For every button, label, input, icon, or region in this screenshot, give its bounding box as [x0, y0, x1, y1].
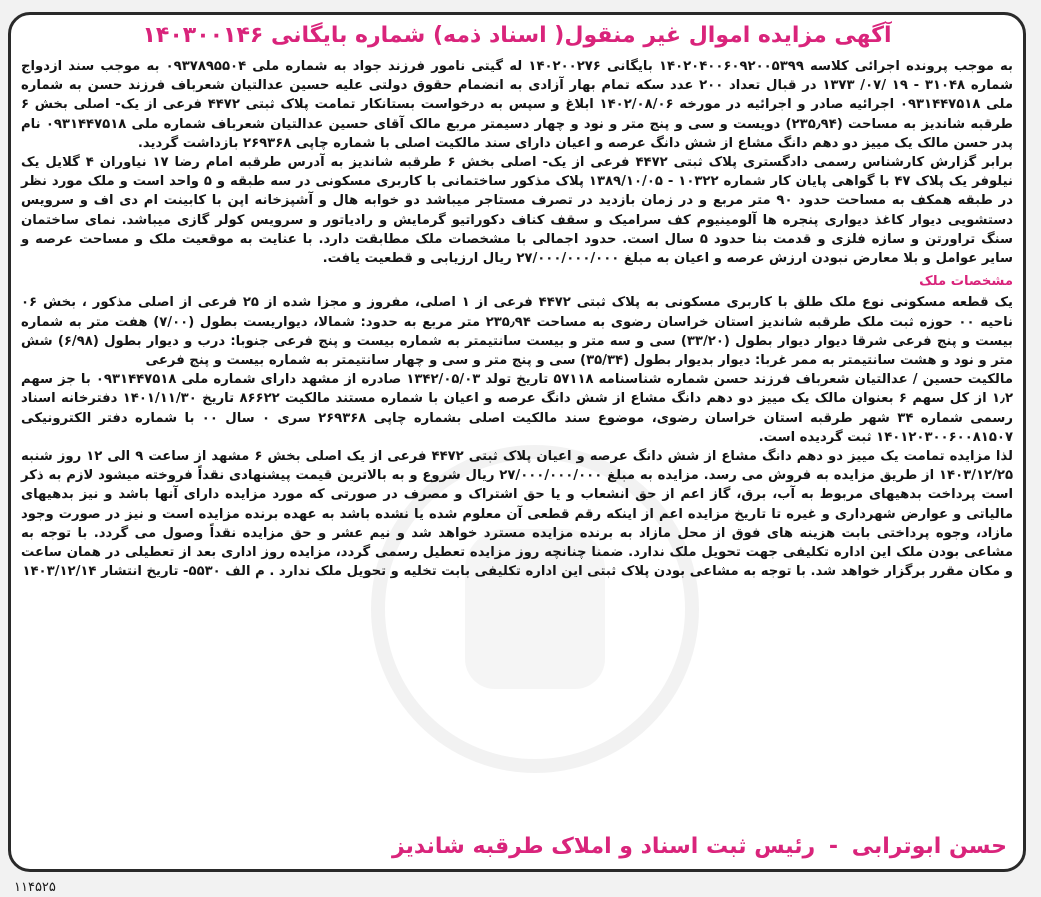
- section-heading: مشخصات ملک: [919, 274, 1013, 290]
- paragraph-ownership: مالکیت حسین / عدالتیان شعرباف فرزند حسن شماره شناسنامه ۵۷۱۱۸ تاریخ تولد ۱۳۴۲/۰۵/۰۳ صادره از مشهد دارای شماره ملی ۰۹۳۱۴۴۷۵۱۸ با جز سهم ۱٫۲ از کل سهم ۶ بعنوان مالک یک مییز دو دهم دانگ مشاع از شش دانگ عرصه و اعیان با شماره مستند مالکیت ۸۶۶۲۲ تاریخ ۱۴۰۱/۱۱/۳۰ دفترخانه اسناد رسمی شماره ۳۴ شهر طرقبه استان خراسان رضوی، موضوع سند مالکیت اصلی بشماره چاپی ۲۶۹۳۶۸ سری ۰ سال ۰۰ با شماره دفتر الکترونیکی ۱۴۰۱۲۰۳۰۰۶۰۰۸۱۵۰۷ ثبت گردیده است.: [21, 372, 1014, 445]
- page-code: ۱۱۴۵۲۵: [14, 880, 56, 895]
- signature-role: رئیس ثبت اسناد و املاک طرقبه شاندیز: [391, 834, 816, 859]
- paragraph-case: به موجب پرونده اجرائی کلاسه ۱۴۰۲۰۴۰۰۶۰۹۲۰۰۵۳۹۹ بایگانی ۱۴۰۲۰۰۲۷۶ له گیتی نامور فرزند جواد به شماره ملی ۰۹۳۷۸۹۵۵۰۴ به موجب سند ازدواج شماره ۳۱۰۴۸ - ۱۹ /۰۷/ ۱۳۷۳ در قبال تعداد ۲۰۰ عدد سکه تمام بهار آزادی به انضمام حقوق دولتی علیه حسین عدالتیان شعرباف فرزند حسن به شماره ملی ۰۹۳۱۴۴۷۵۱۸ اجرائیه صادر و اجرائیه در مورخه ۱۴۰۲/۰۸/۰۶ ابلاغ و سپس به درخواست بستانکار تمامت پلاک ثبتی ۴۴۷۲ فرعی از یک- اصلی بخش ۶ طرقبه شاندیز به مساحت (۲۳۵٫۹۴) دویست و سی و پنج متر و نود و چهار دسیمتر مربع مالک آقای حسین عدالتیان شعرباف شماره ملی ۰۹۳۱۴۴۷۵۱۸ نام پدر حسن مالک یک مییز دو دهم دانگ مشاع از شش دانگ عرصه و اعیان دارای سند مالکیت اصلی با شماره چاپی ۲۶۹۳۶۸ بازداشت گردید.: [21, 59, 1013, 151]
- paragraph-property-specs: یک قطعه مسکونی نوع ملک طلق با کاربری مسکونی به پلاک ثبتی ۴۴۷۲ فرعی از ۱ اصلی، مفروز و مجزا شده از ۲۵ فرعی از اصلی مذکور ، بخش ۰۶ ناحیه ۰۰ حوزه ثبت ملک طرقبه شاندیز استان خراسان رضوی به مساحت ۲۳۵٫۹۴ متر مربع به حدود: شمالا، دیواریست بطول (۷/۰۰) هفت متر به شماره بیست و پنج فرعی شرقا دیوار دیوار بطول (۳۳/۲۰) سی و سه متر و بیست سانتیمتر به شماره بیست و پنج فرعی جنوبا: درب و دیوار بطول (۶/۹۸) شش متر و نود و هشت سانتیمتر به ممر غربا: دیوار بدیوار بطول (۳۵/۳۴) سی و پنج متر و سی و چهار سانتیمتر به شماره بیست و پنج فرعی: [21, 295, 1014, 369]
- signature: [392, 834, 1007, 859]
- signature-separator: -: [828, 834, 839, 859]
- paragraph-auction-terms: لذا مزایده تمامت یک مییز دو دهم دانگ مشاع از شش دانگ عرصه و اعیان پلاک ثبتی ۴۴۷۲ فرعی از یک اصلی بخش ۶ مشهد از ساعت ۹ الی ۱۲ روز شنبه ۱۴۰۳/۱۲/۲۵ از طریق مزایده به فروش می رسد. مزایده به مبلغ ۲۷/۰۰۰/۰۰۰/۰۰۰ ریال شروع و به بالاترین قیمت پیشنهادی نقداً فروخته میشود لازم به ذکر است پرداخت بدهیهای مربوط به آب، برق، گاز اعم از حق انشعاب و یا حق اشتراک و مصرف در صورتی که مورد مزایده دارای آنها باشد و نیز بدهیهای مالیاتی و عوارض شهرداری و غیره تا تاریخ مزایده اعم از اینکه رقم قطعی آن معلوم شده یا نشده باشد به عهده برنده مزایده است و نیز در صورت وجود مازاد، وجوه پرداختی بابت هزینه های فوق از محل مازاد به برنده مزایده مسترد خواهد شد و نیم عشر و حق مزایده نقداً وصول می گردد. با توجه به مشاعی بودن ملک این اداره تکلیفی جهت تحویل ملک ندارد. ضمنا چنانچه روز مزایده تعطیل رسمی گردد، مزایده روز اداری بعد از تعطیلی در همان ساعت و مکان مقرر برگزار خواهد شد. با توجه به مشاعی بودن پلاک ثبتی این اداره تکلیفی بابت تخلیه و تحویل ملک ندارد . م الف ۵۵۳۰- تاریخ انتشار ۱۴۰۳/۱۲/۱۴: [21, 449, 1014, 580]
- notice-title: آگهی مزایده اموال غیر منقول( اسناد ذمه) شماره بایگانی ۱۴۰۳۰۰۱۴۶: [142, 23, 892, 48]
- notice-frame: [8, 12, 1026, 872]
- signature-name: حسن ابوترابی: [851, 834, 1007, 859]
- notice-body: [21, 57, 1013, 581]
- paragraph-expert-report: برابر گزارش کارشناس رسمی دادگستری پلاک ثبتی ۴۴۷۲ فرعی از یک- اصلی بخش ۶ طرقبه شاندیز به آدرس طرقبه امام رضا ۱۷ نیاوران ۴ گلایل یک نیلوفر یک پلاک ۴۷ با گواهی پایان کار شماره ۱۰۳۲۲ - ۱۳۸۹/۱۰/۰۵ پلاک مذکور ساختمانی با کاربری مسکونی در سه طبقه و ۵ واحد است و ملک مورد نظر در طبقه همکف به مساحت حدود ۹۰ متر مربع و در زمان بازدید در تصرف مستاجر میباشد دو خوابه هال و آشپزخانه اپن با کابینت ام دی اف و سرویس دستشویی دیوار کاغذ دیواری پنجره ها آلومینیوم کف سرامیک و سقف کناف دکوراتیو گرمایش و رادیاتور و سرویس کولر گازی میباشد. نمای ساختمان سنگ تراورتن و سازه فلزی و قدمت بنا حدود ۵ سال است. حدود اجمالی با مشخصات ملک مطابقت دارد. با عنایت به موقعیت ملک و مساحت عرصه و سایر عوامل و بلا معارض نبودن ارزش عرصه و اعیان به مبلغ ۲۷/۰۰۰/۰۰۰/۰۰۰ ریال ارزیابی و قطعیت یافت.: [21, 155, 1014, 267]
